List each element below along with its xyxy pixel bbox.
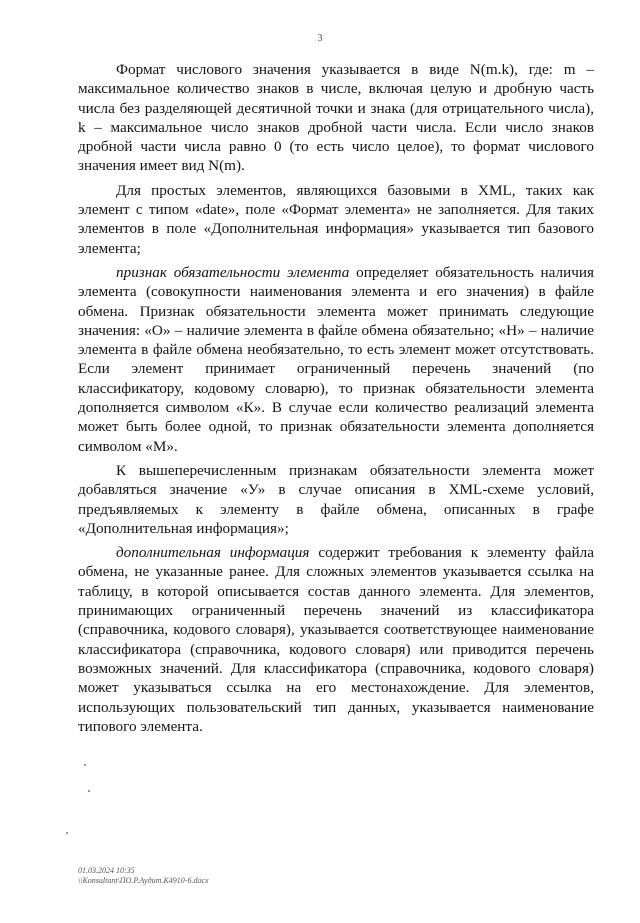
- paragraph-additional-sign: [78, 461, 594, 538]
- term-mandatory-sign: признак обязательности элемента: [116, 263, 350, 281]
- term-additional-info: дополнительная информация: [116, 544, 310, 562]
- paragraph-text: содержит требования к элементу файла обмена, не указанные ранее. Для сложных элементов указывается ссылка на таблицу, в которой описывается состав данного элемента. Для элементов, принимающих ограниченный перечень значений из классификатора (справочника, кодового словаря), указывается соответствующее наименование классификатора (справочника, кодового словаря) или приводится перечень возможных значений. Для классификатора (справочника, кодового словаря) может указываться ссылка на его местонахождение. Для элементов, использующих пользовательский тип данных, указывается наименование типового элемента.: [78, 544, 594, 735]
- paragraph-mandatory-sign: [78, 263, 594, 456]
- paragraph-text: Формат числового значения указывается в виде N(m.k), где: m – максимальное количество знаков в числе, включая целую и дробную часть числа без разделяющей десятичной точки и знака (для отрицательного числа), k – максимальное число знаков дробной части числа. Если число знаков дробной части числа равно 0 (то есть число целое), то формат числового значения имеет вид N(m).: [78, 61, 594, 175]
- paragraph-number-format: [78, 60, 594, 176]
- page-number: 3: [317, 33, 323, 44]
- scan-speck: [84, 764, 86, 766]
- footer-file-path: \\Konsultant\ПО.Р.Аудит.К4910-6.docx: [78, 876, 209, 885]
- paragraph-additional-info: [78, 543, 594, 736]
- footer-timestamp: 01.03.2024 10:35: [78, 866, 135, 875]
- scan-speck: [66, 832, 68, 834]
- document-footer: [78, 866, 209, 886]
- paragraph-simple-elements: [78, 181, 594, 258]
- document-body: [78, 60, 594, 736]
- paragraph-text: Для простых элементов, являющихся базовыми в XML, таких как элемент с типом «date», поле «Формат элемента» не заполняется. Для таких элементов в поле «Дополнительная информация» указывается тип базового элемента;: [78, 181, 594, 257]
- paragraph-text: определяет обязательность наличия элемента (совокупности наименования элемента и его значения) в файле обмена. Признак обязательности элемента может принимать следующие значения: «О» – наличие элемента в файле обмена обязательно; «Н» – наличие элемента в файле обмена необязательно, то есть элемент может отсутствовать. Если элемент принимает ограниченный перечень значений (по классификатору, кодовому словарю), то признак обязательности элемента дополняется символом «К». В случае если количество реализаций элемента может быть более одной, то признак обязательности элемента дополняется символом «М».: [78, 263, 594, 455]
- paragraph-text: К вышеперечисленным признакам обязательности элемента может добавляться значение «У» в случае описания в XML-схеме условий, предъявляемых к элементу в файле обмена, описанных в графе «Дополнительная информация»;: [78, 461, 594, 537]
- scan-speck: [88, 790, 90, 792]
